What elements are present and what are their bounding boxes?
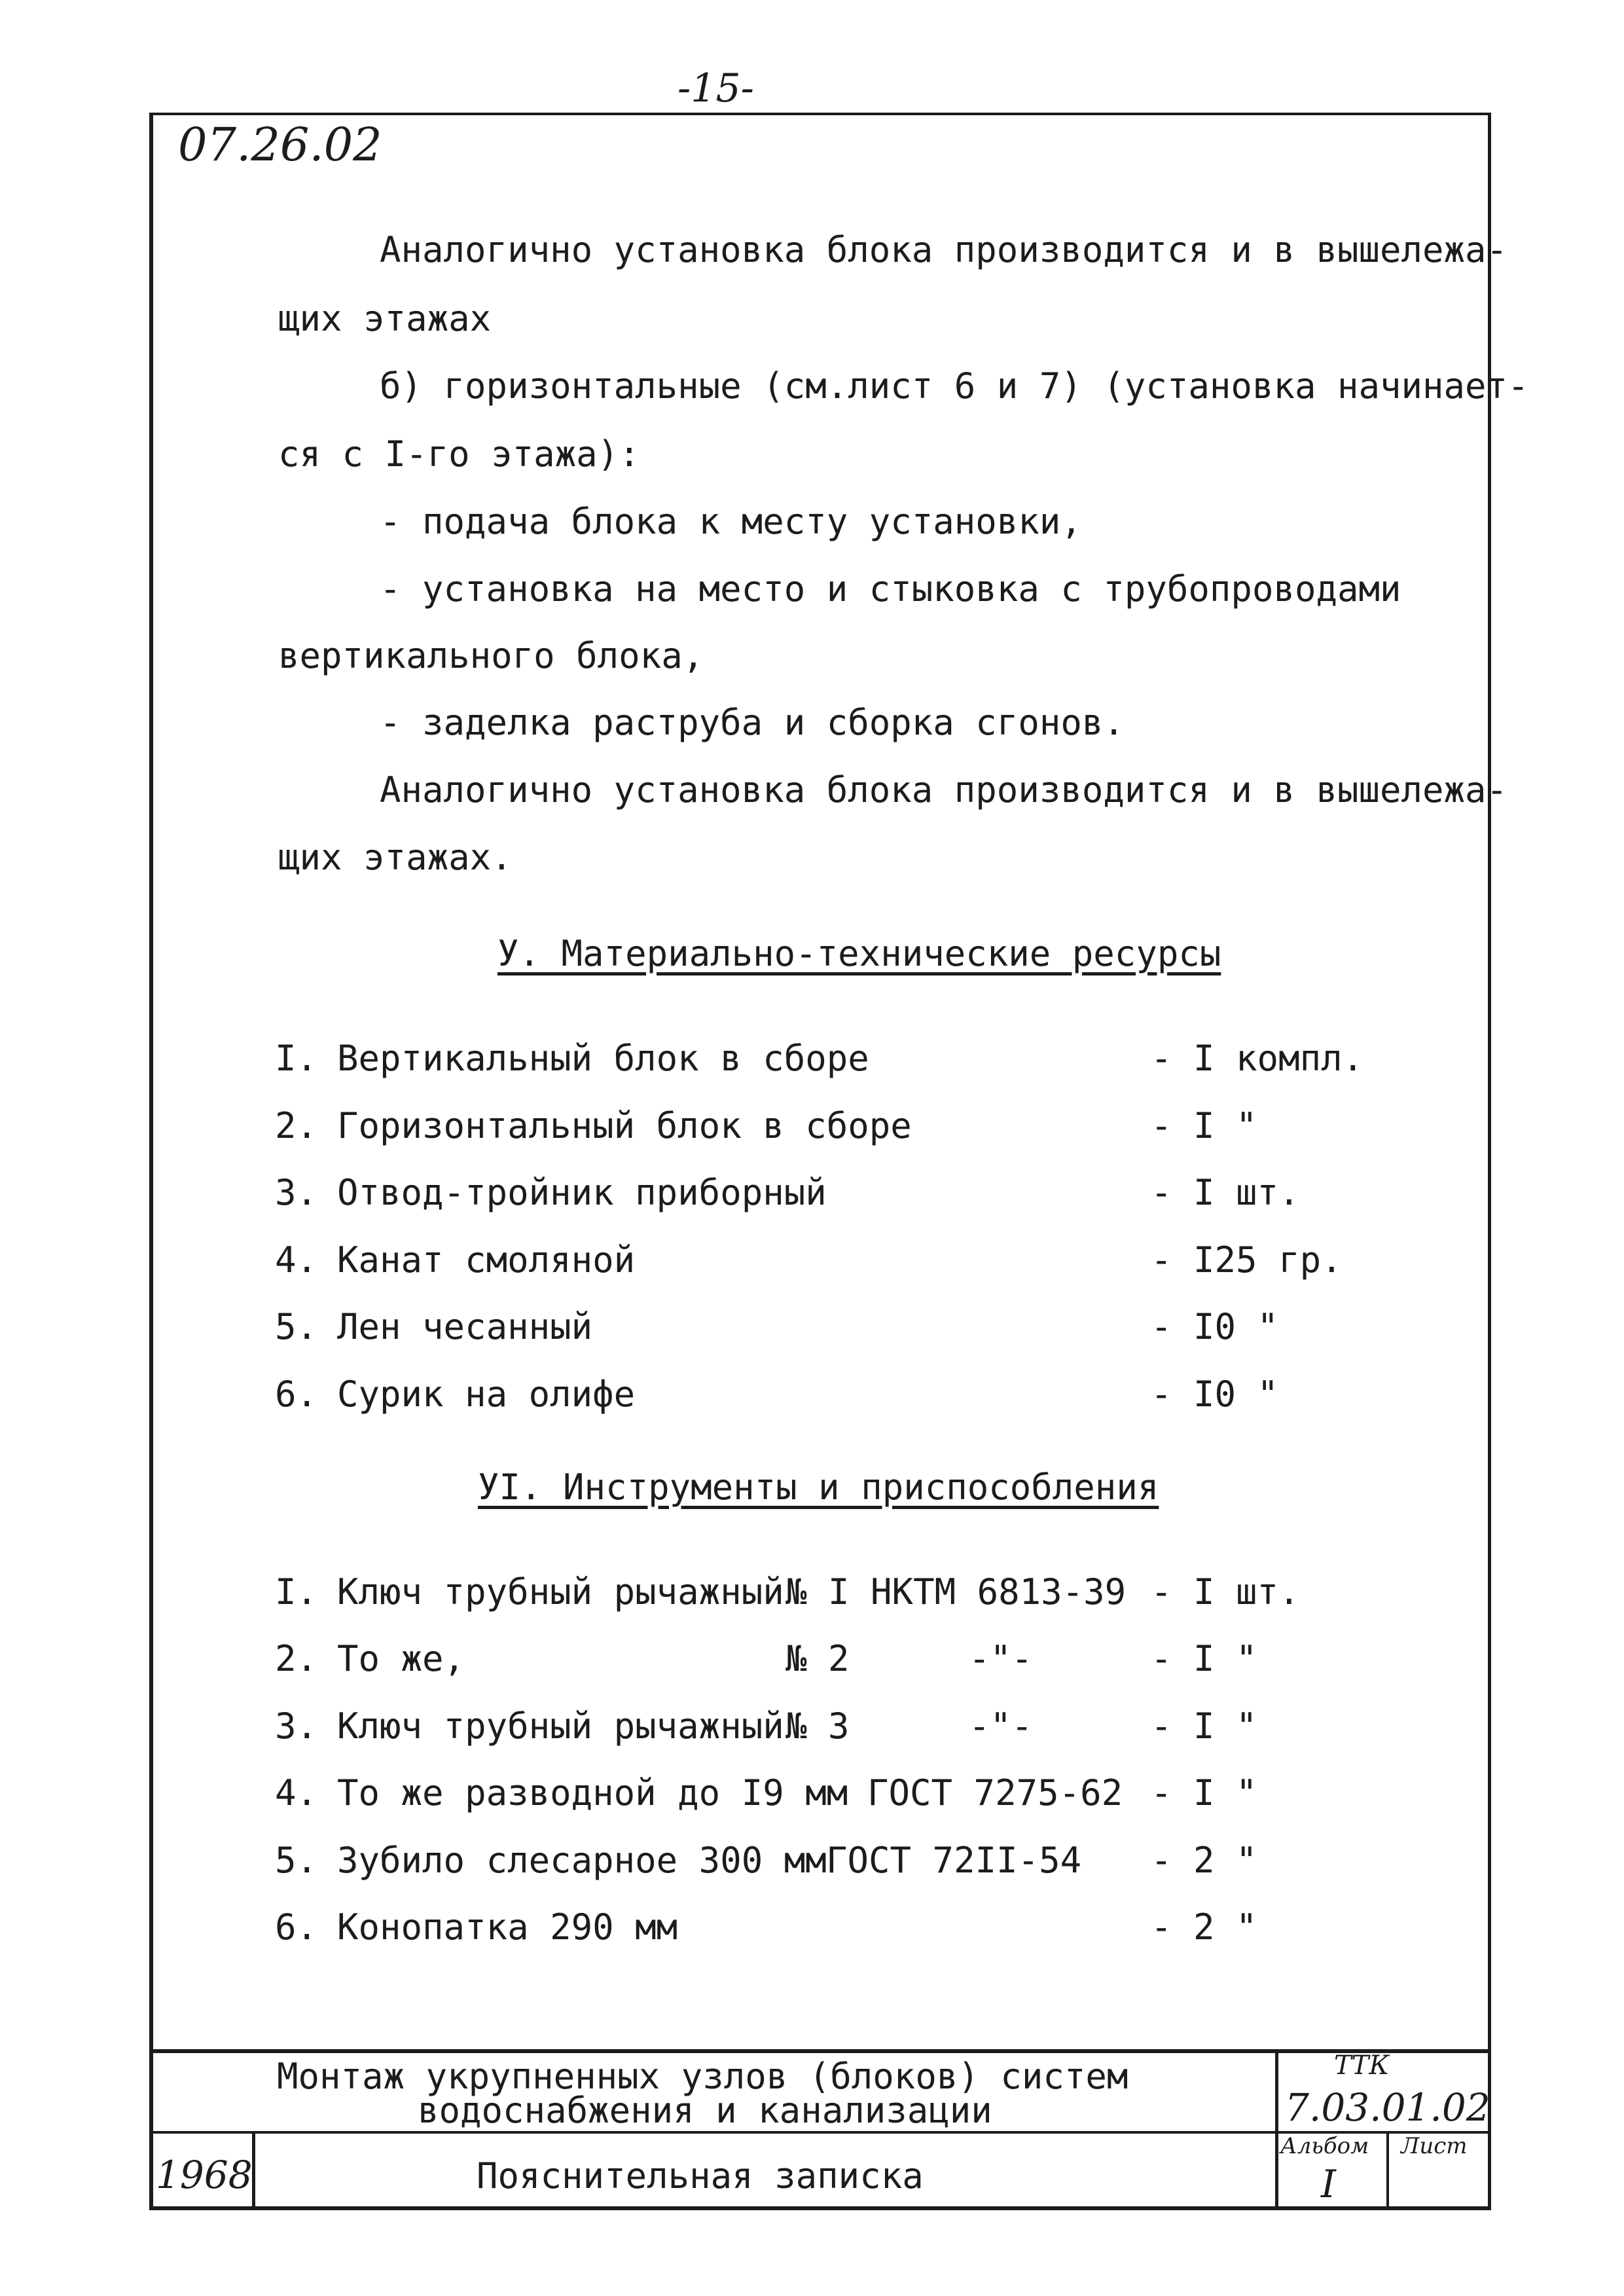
item-number: 6. (275, 1374, 318, 1415)
item-spec: № 3 (785, 1705, 850, 1747)
section-5-heading: У. Материально-технические ресурсы (497, 933, 1221, 974)
item-name: Канат смоляной (337, 1239, 636, 1281)
item-number: 2. (275, 1105, 318, 1146)
item-spec: ГОСТ 72II-54 (826, 1840, 1082, 1881)
item-name: Конопатка 290 мм (337, 1906, 678, 1948)
section-6-heading: УI. Инструменты и приспособления (478, 1467, 1159, 1508)
item-name: Зубило слесарное 300 мм (337, 1840, 827, 1881)
item-name: То же разводной до I9 мм (337, 1772, 848, 1813)
bullet-3: - заделка раструба и сборка сгонов. (380, 702, 1125, 743)
item-ditto: -"- (969, 1705, 1033, 1747)
item-number: 4. (275, 1772, 318, 1813)
item-name: Ключ трубный рычажный (337, 1705, 784, 1747)
bullet-1: - подача блока к месту установки, (380, 501, 1082, 542)
album-value: I (1321, 2162, 1336, 2206)
paragraph-3-line-1: Аналогично установка блока производится и в вышележа- (380, 769, 1508, 811)
paragraph-1-line-1: Аналогично установка блока производится и в вышележа- (380, 229, 1508, 270)
item-number: I. (275, 1038, 318, 1079)
title-block-year-divider (252, 2131, 255, 2210)
item-quantity: - 2 " (1151, 1906, 1257, 1948)
page-number: -15- (677, 65, 754, 111)
item-quantity: - I " (1151, 1105, 1257, 1146)
item-number: 2. (275, 1638, 318, 1679)
item-name: Вертикальный блок в сборе (337, 1038, 869, 1079)
item-number: 5. (275, 1306, 318, 1347)
sheet-label: Лист (1401, 2133, 1468, 2159)
item-name: Горизонтальный блок в сборе (337, 1105, 912, 1146)
item-number: 3. (275, 1172, 318, 1213)
page-frame (149, 113, 1491, 2208)
item-quantity: - I0 " (1151, 1306, 1279, 1347)
item-quantity: - I " (1151, 1772, 1257, 1813)
document-subtitle: Пояснительная записка (477, 2155, 924, 2196)
item-spec: ГОСТ 7275-62 (867, 1772, 1123, 1813)
title-line-1: Монтаж укрупненных узлов (блоков) систем (277, 2056, 1128, 2097)
ttk-label: ТТК (1334, 2050, 1390, 2081)
paragraph-1-line-2: щих этажах (278, 298, 492, 339)
item-spec: № 2 (785, 1638, 850, 1679)
item-quantity: - I шт. (1151, 1571, 1300, 1613)
item-name: То же, (337, 1638, 465, 1679)
title-block-sheet-divider (1386, 2131, 1389, 2210)
item-quantity: - I " (1151, 1705, 1257, 1747)
title-block-right-divider (1275, 2049, 1278, 2210)
title-block-top-rule (149, 2049, 1491, 2053)
item-name: Ключ трубный рычажный (337, 1571, 784, 1613)
item-name: Отвод-тройник приборный (337, 1172, 827, 1213)
item-number: 5. (275, 1840, 318, 1881)
document-code: 07.26.02 (178, 118, 382, 172)
title-line-2: водоснабжения и канализации (418, 2090, 992, 2131)
bullet-2-line-1: - установка на место и стыковка с трубопроводами (380, 568, 1401, 610)
item-quantity: - 2 " (1151, 1840, 1257, 1881)
bullet-2-line-2: вертикального блока, (278, 635, 704, 676)
item-number: 4. (275, 1239, 318, 1281)
item-quantity: - I " (1151, 1638, 1257, 1679)
item-name: Сурик на олифе (337, 1374, 636, 1415)
paragraph-2-line-2: ся с I-го этажа): (278, 433, 640, 475)
paragraph-3-line-2: щих этажах. (278, 837, 513, 878)
item-quantity: - I0 " (1151, 1374, 1279, 1415)
title-block (149, 2049, 1491, 2213)
item-number: 3. (275, 1705, 318, 1747)
item-number: I. (275, 1571, 318, 1613)
item-number: 6. (275, 1906, 318, 1948)
item-quantity: - I шт. (1151, 1172, 1300, 1213)
item-name: Лен чесанный (337, 1306, 593, 1347)
item-quantity: - I25 гр. (1151, 1239, 1343, 1281)
item-ditto: -"- (969, 1638, 1033, 1679)
paragraph-2-line-1: б) горизонтальные (см.лист 6 и 7) (установка начинает- (380, 365, 1529, 407)
title-block-bottom-rule (149, 2206, 1491, 2210)
item-spec: № I НКТМ 6813-39 (785, 1571, 1127, 1613)
year: 1968 (156, 2153, 253, 2197)
album-label: Альбом (1280, 2133, 1369, 2159)
ttk-code: 7.03.01.02 (1285, 2085, 1490, 2130)
item-quantity: - I компл. (1151, 1038, 1364, 1079)
